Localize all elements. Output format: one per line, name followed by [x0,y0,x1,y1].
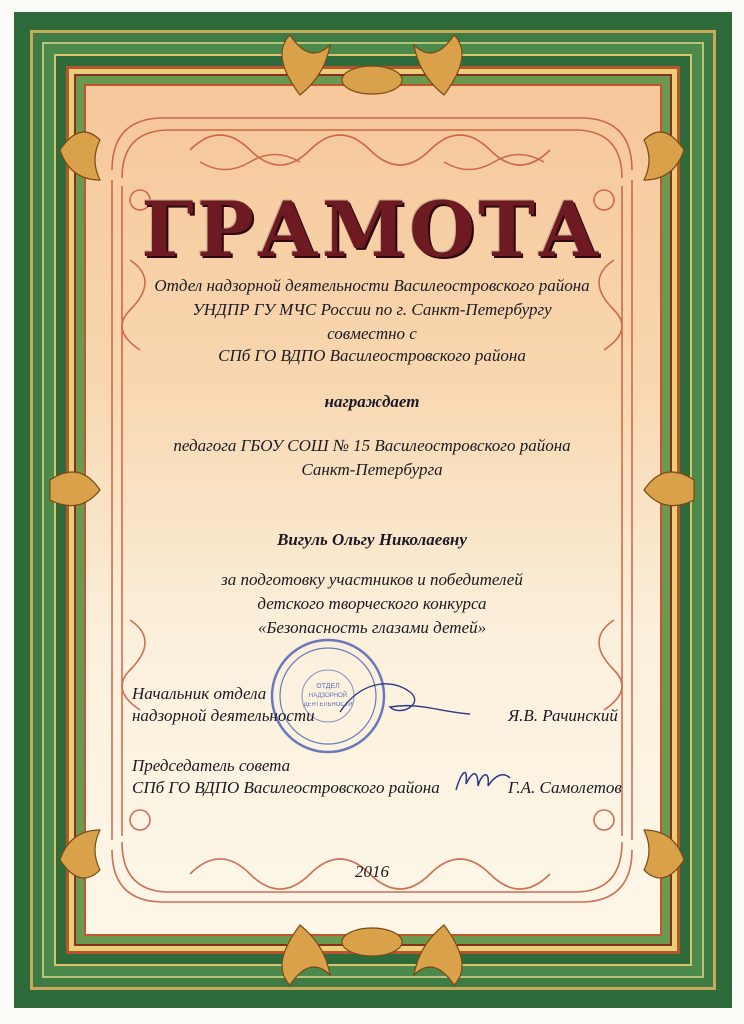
certificate-title: ГРАМОТА [141,185,603,274]
issuer-line-4: СПб ГО ВДПО Василеостровского района [218,346,526,365]
signature-1-icon [330,672,480,732]
reason-line-2: детского творческого конкурса [257,594,487,613]
signatory-2-position-line-2: СПб ГО ВДПО Василеостровского района [132,778,440,797]
recipient-role-line-1: педагога ГБОУ СОШ № 15 Василеостровского района [173,436,571,455]
signatory-2-position-line-1: Председатель совета [132,756,291,775]
svg-text:ДЕЯТЕЛЬНОСТИ: ДЕЯТЕЛЬНОСТИ [303,702,353,708]
signatory-1-position-line-2: надзорной деятельности [132,706,315,725]
signatory-2-name: Г.А. Самолетов [508,778,622,797]
svg-text:НАДЗОРНОЙ: НАДЗОРНОЙ [308,693,348,699]
issuer-line-3: совместно с [327,324,417,343]
issuer-line-1: Отдел надзорной деятельности Василеостровского района [154,276,590,295]
award-action: награждает [324,392,420,411]
recipient-name: Вигуль Ольгу Николаевну [277,530,467,549]
recipient-role-line-2: Санкт-Петербурга [301,460,443,479]
reason-line-3: «Безопасность глазами детей» [257,618,487,637]
signature-2-icon [452,760,514,796]
signatory-1-position-line-1: Начальник отдела [132,684,267,703]
svg-text:ОТДЕЛ: ОТДЕЛ [316,683,340,690]
reason-line-1: за подготовку участников и победителей [221,570,523,589]
signatory-1-name: Я.В. Рачинский [508,706,618,725]
certificate-year: 2016 [355,862,389,881]
issuer-line-2: УНДПР ГУ МЧС России по г. Санкт-Петербургу [192,300,552,319]
